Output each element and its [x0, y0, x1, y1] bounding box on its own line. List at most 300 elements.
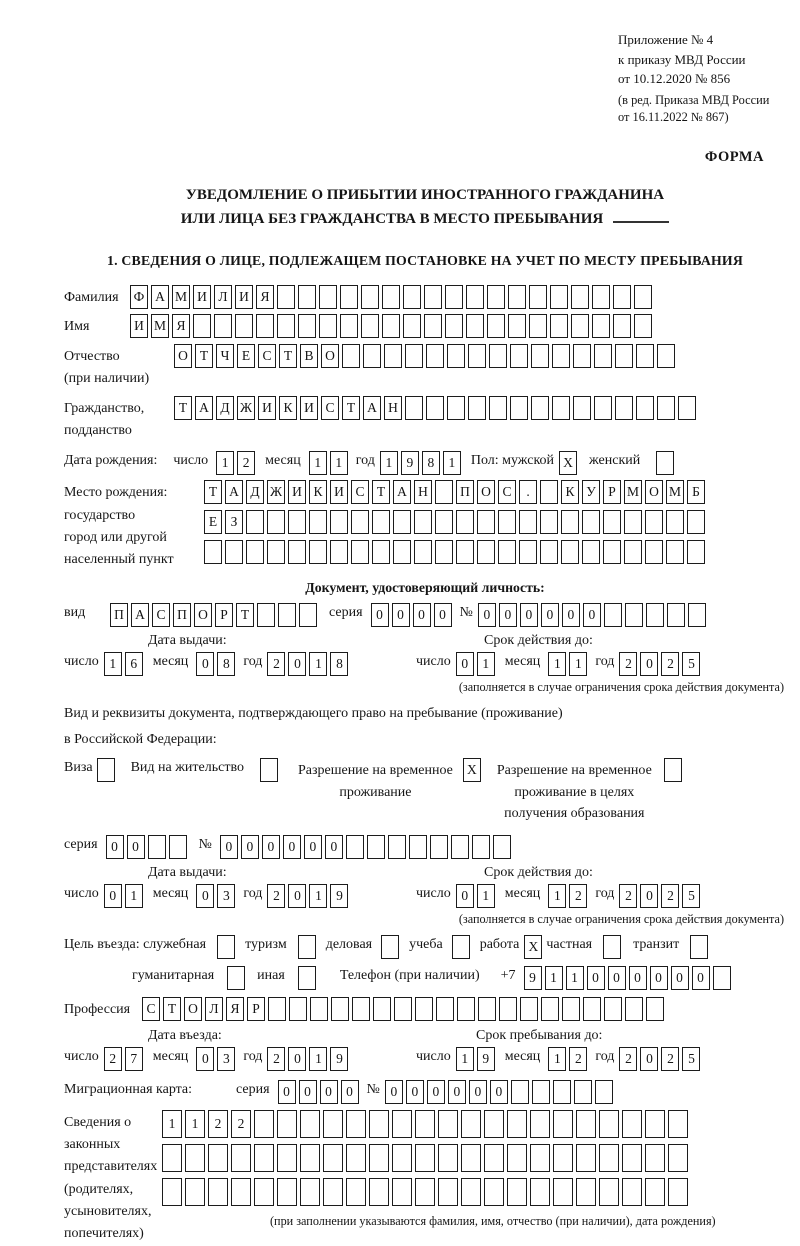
char-cell[interactable]: 0: [434, 603, 452, 627]
char-cell[interactable]: 1: [380, 451, 398, 475]
char-cell[interactable]: [330, 510, 348, 534]
char-cell[interactable]: [414, 540, 432, 564]
char-cell[interactable]: [592, 285, 610, 309]
char-cell[interactable]: [574, 1080, 592, 1104]
char-cell[interactable]: 2: [231, 1110, 251, 1138]
char-cell[interactable]: 1: [162, 1110, 182, 1138]
char-cell[interactable]: Д: [246, 480, 264, 504]
char-cell[interactable]: [162, 1144, 182, 1172]
char-cell[interactable]: [508, 314, 526, 338]
char-cell[interactable]: [319, 285, 337, 309]
char-cell[interactable]: [392, 1110, 412, 1138]
char-cell[interactable]: 3: [217, 884, 235, 908]
char-cell[interactable]: 1: [443, 451, 461, 475]
char-cell[interactable]: 1: [309, 884, 327, 908]
char-cell[interactable]: [278, 603, 296, 627]
char-cell[interactable]: [369, 1178, 389, 1206]
char-cell[interactable]: А: [151, 285, 169, 309]
char-cell[interactable]: [372, 540, 390, 564]
char-cell[interactable]: [394, 997, 412, 1021]
char-cell[interactable]: [298, 314, 316, 338]
char-cell[interactable]: [507, 1110, 527, 1138]
char-cell[interactable]: 0: [478, 603, 496, 627]
char-cell[interactable]: [300, 1110, 320, 1138]
char-cell[interactable]: [687, 510, 705, 534]
char-cell[interactable]: 0: [490, 1080, 508, 1104]
char-cell[interactable]: [300, 1178, 320, 1206]
char-cell[interactable]: [615, 396, 633, 420]
char-cell[interactable]: [430, 835, 448, 859]
purpose-business-checkbox[interactable]: [381, 935, 399, 959]
char-cell[interactable]: 0: [196, 1047, 214, 1071]
char-cell[interactable]: [576, 1110, 596, 1138]
char-cell[interactable]: [594, 344, 612, 368]
char-cell[interactable]: [595, 1080, 613, 1104]
char-cell[interactable]: У: [582, 480, 600, 504]
char-cell[interactable]: [668, 1110, 688, 1138]
char-cell[interactable]: Я: [226, 997, 244, 1021]
char-cell[interactable]: [489, 396, 507, 420]
char-cell[interactable]: 2: [267, 1047, 285, 1071]
purpose-other-checkbox[interactable]: [298, 966, 316, 990]
char-cell[interactable]: [204, 540, 222, 564]
char-cell[interactable]: [550, 314, 568, 338]
char-cell[interactable]: 0: [692, 966, 710, 990]
char-cell[interactable]: [436, 997, 454, 1021]
char-cell[interactable]: 9: [330, 884, 348, 908]
char-cell[interactable]: [553, 1144, 573, 1172]
char-cell[interactable]: [487, 314, 505, 338]
char-cell[interactable]: [645, 540, 663, 564]
char-cell[interactable]: 0: [629, 966, 647, 990]
char-cell[interactable]: О: [194, 603, 212, 627]
char-cell[interactable]: З: [225, 510, 243, 534]
char-cell[interactable]: [415, 1144, 435, 1172]
char-cell[interactable]: [489, 344, 507, 368]
edu-residence-permit-checkbox[interactable]: [664, 758, 682, 782]
char-cell[interactable]: [519, 540, 537, 564]
char-cell[interactable]: 9: [524, 966, 542, 990]
char-cell[interactable]: 5: [682, 1047, 700, 1071]
char-cell[interactable]: [576, 1178, 596, 1206]
char-cell[interactable]: 0: [406, 1080, 424, 1104]
char-cell[interactable]: Я: [256, 285, 274, 309]
char-cell[interactable]: 0: [288, 1047, 306, 1071]
char-cell[interactable]: [553, 1178, 573, 1206]
char-cell[interactable]: 0: [196, 884, 214, 908]
purpose-study-checkbox[interactable]: [452, 935, 470, 959]
char-cell[interactable]: В: [300, 344, 318, 368]
char-cell[interactable]: [309, 540, 327, 564]
char-cell[interactable]: [531, 344, 549, 368]
char-cell[interactable]: 0: [650, 966, 668, 990]
char-cell[interactable]: И: [130, 314, 148, 338]
char-cell[interactable]: [507, 1144, 527, 1172]
char-cell[interactable]: [363, 344, 381, 368]
char-cell[interactable]: О: [477, 480, 495, 504]
sex-male-checkbox[interactable]: X: [559, 451, 577, 475]
char-cell[interactable]: [447, 396, 465, 420]
char-cell[interactable]: [582, 510, 600, 534]
char-cell[interactable]: 0: [299, 1080, 317, 1104]
char-cell[interactable]: [622, 1144, 642, 1172]
char-cell[interactable]: [405, 344, 423, 368]
char-cell[interactable]: [214, 314, 232, 338]
char-cell[interactable]: [185, 1178, 205, 1206]
char-cell[interactable]: [636, 344, 654, 368]
char-cell[interactable]: [666, 540, 684, 564]
char-cell[interactable]: [540, 540, 558, 564]
char-cell[interactable]: М: [172, 285, 190, 309]
char-cell[interactable]: [484, 1110, 504, 1138]
char-cell[interactable]: 8: [330, 652, 348, 676]
char-cell[interactable]: 7: [125, 1047, 143, 1071]
char-cell[interactable]: [604, 997, 622, 1021]
char-cell[interactable]: [687, 540, 705, 564]
char-cell[interactable]: [392, 1144, 412, 1172]
char-cell[interactable]: [561, 510, 579, 534]
char-cell[interactable]: [185, 1144, 205, 1172]
char-cell[interactable]: [529, 285, 547, 309]
char-cell[interactable]: [435, 510, 453, 534]
char-cell[interactable]: 0: [448, 1080, 466, 1104]
char-cell[interactable]: 0: [106, 835, 124, 859]
char-cell[interactable]: 2: [619, 884, 637, 908]
char-cell[interactable]: 2: [661, 652, 679, 676]
char-cell[interactable]: [268, 997, 286, 1021]
char-cell[interactable]: [342, 344, 360, 368]
char-cell[interactable]: 0: [392, 603, 410, 627]
char-cell[interactable]: Т: [204, 480, 222, 504]
char-cell[interactable]: 1: [330, 451, 348, 475]
char-cell[interactable]: Л: [205, 997, 223, 1021]
char-cell[interactable]: М: [666, 480, 684, 504]
char-cell[interactable]: [571, 314, 589, 338]
char-cell[interactable]: И: [300, 396, 318, 420]
char-cell[interactable]: [169, 835, 187, 859]
char-cell[interactable]: [499, 997, 517, 1021]
char-cell[interactable]: 1: [185, 1110, 205, 1138]
char-cell[interactable]: [235, 314, 253, 338]
char-cell[interactable]: [625, 603, 643, 627]
char-cell[interactable]: [193, 314, 211, 338]
char-cell[interactable]: [668, 1144, 688, 1172]
char-cell[interactable]: 0: [469, 1080, 487, 1104]
char-cell[interactable]: 0: [608, 966, 626, 990]
char-cell[interactable]: [657, 344, 675, 368]
char-cell[interactable]: Т: [174, 396, 192, 420]
char-cell[interactable]: Н: [414, 480, 432, 504]
char-cell[interactable]: [561, 540, 579, 564]
char-cell[interactable]: [256, 314, 274, 338]
temp-residence-permit-checkbox[interactable]: X: [463, 758, 481, 782]
char-cell[interactable]: .: [519, 480, 537, 504]
char-cell[interactable]: С: [258, 344, 276, 368]
char-cell[interactable]: И: [193, 285, 211, 309]
char-cell[interactable]: [520, 997, 538, 1021]
char-cell[interactable]: [323, 1178, 343, 1206]
char-cell[interactable]: [583, 997, 601, 1021]
char-cell[interactable]: [634, 285, 652, 309]
char-cell[interactable]: 3: [217, 1047, 235, 1071]
char-cell[interactable]: 5: [682, 652, 700, 676]
char-cell[interactable]: [426, 396, 444, 420]
char-cell[interactable]: А: [363, 396, 381, 420]
char-cell[interactable]: [424, 314, 442, 338]
char-cell[interactable]: [634, 314, 652, 338]
char-cell[interactable]: [300, 1144, 320, 1172]
char-cell[interactable]: 0: [196, 652, 214, 676]
char-cell[interactable]: 0: [283, 835, 301, 859]
char-cell[interactable]: 2: [661, 884, 679, 908]
char-cell[interactable]: [461, 1178, 481, 1206]
char-cell[interactable]: 0: [288, 652, 306, 676]
char-cell[interactable]: 0: [456, 884, 474, 908]
char-cell[interactable]: [372, 510, 390, 534]
char-cell[interactable]: 1: [309, 652, 327, 676]
char-cell[interactable]: [493, 835, 511, 859]
char-cell[interactable]: 0: [341, 1080, 359, 1104]
char-cell[interactable]: А: [131, 603, 149, 627]
char-cell[interactable]: 1: [216, 451, 234, 475]
char-cell[interactable]: [367, 835, 385, 859]
char-cell[interactable]: [309, 510, 327, 534]
char-cell[interactable]: А: [225, 480, 243, 504]
char-cell[interactable]: [603, 510, 621, 534]
char-cell[interactable]: [267, 540, 285, 564]
char-cell[interactable]: [288, 540, 306, 564]
char-cell[interactable]: [553, 1080, 571, 1104]
char-cell[interactable]: 1: [477, 884, 495, 908]
char-cell[interactable]: [530, 1110, 550, 1138]
char-cell[interactable]: [688, 603, 706, 627]
visa-checkbox[interactable]: [97, 758, 115, 782]
char-cell[interactable]: [487, 285, 505, 309]
char-cell[interactable]: [498, 510, 516, 534]
char-cell[interactable]: [562, 997, 580, 1021]
char-cell[interactable]: [456, 510, 474, 534]
char-cell[interactable]: [622, 1110, 642, 1138]
char-cell[interactable]: [277, 1178, 297, 1206]
char-cell[interactable]: [438, 1144, 458, 1172]
char-cell[interactable]: [530, 1178, 550, 1206]
purpose-work-checkbox[interactable]: X: [524, 935, 542, 959]
char-cell[interactable]: П: [110, 603, 128, 627]
char-cell[interactable]: 9: [477, 1047, 495, 1071]
char-cell[interactable]: [615, 344, 633, 368]
char-cell[interactable]: С: [142, 997, 160, 1021]
char-cell[interactable]: [323, 1110, 343, 1138]
char-cell[interactable]: [346, 1144, 366, 1172]
char-cell[interactable]: [231, 1144, 251, 1172]
char-cell[interactable]: 0: [320, 1080, 338, 1104]
char-cell[interactable]: [426, 344, 444, 368]
char-cell[interactable]: 2: [569, 884, 587, 908]
char-cell[interactable]: 0: [671, 966, 689, 990]
char-cell[interactable]: П: [173, 603, 191, 627]
char-cell[interactable]: [208, 1178, 228, 1206]
char-cell[interactable]: 2: [237, 451, 255, 475]
char-cell[interactable]: [667, 603, 685, 627]
char-cell[interactable]: [346, 835, 364, 859]
char-cell[interactable]: [510, 396, 528, 420]
char-cell[interactable]: [519, 510, 537, 534]
char-cell[interactable]: 0: [587, 966, 605, 990]
char-cell[interactable]: Ж: [237, 396, 255, 420]
char-cell[interactable]: [393, 510, 411, 534]
char-cell[interactable]: [438, 1178, 458, 1206]
char-cell[interactable]: 0: [427, 1080, 445, 1104]
char-cell[interactable]: 1: [548, 884, 566, 908]
char-cell[interactable]: [668, 1178, 688, 1206]
char-cell[interactable]: 1: [309, 1047, 327, 1071]
char-cell[interactable]: 2: [267, 884, 285, 908]
char-cell[interactable]: [576, 1144, 596, 1172]
char-cell[interactable]: [636, 396, 654, 420]
char-cell[interactable]: [382, 314, 400, 338]
char-cell[interactable]: [351, 510, 369, 534]
char-cell[interactable]: 1: [548, 652, 566, 676]
char-cell[interactable]: [657, 396, 675, 420]
char-cell[interactable]: 1: [566, 966, 584, 990]
char-cell[interactable]: [625, 997, 643, 1021]
char-cell[interactable]: [666, 510, 684, 534]
char-cell[interactable]: 2: [569, 1047, 587, 1071]
char-cell[interactable]: 0: [325, 835, 343, 859]
char-cell[interactable]: 0: [278, 1080, 296, 1104]
char-cell[interactable]: [541, 997, 559, 1021]
sex-female-checkbox[interactable]: [656, 451, 674, 475]
char-cell[interactable]: [451, 835, 469, 859]
char-cell[interactable]: [277, 1110, 297, 1138]
char-cell[interactable]: [645, 510, 663, 534]
char-cell[interactable]: [508, 285, 526, 309]
char-cell[interactable]: [162, 1178, 182, 1206]
char-cell[interactable]: [498, 540, 516, 564]
char-cell[interactable]: [299, 603, 317, 627]
char-cell[interactable]: [310, 997, 328, 1021]
char-cell[interactable]: [461, 1110, 481, 1138]
char-cell[interactable]: О: [174, 344, 192, 368]
char-cell[interactable]: [552, 396, 570, 420]
char-cell[interactable]: 0: [499, 603, 517, 627]
char-cell[interactable]: Т: [372, 480, 390, 504]
char-cell[interactable]: [603, 540, 621, 564]
char-cell[interactable]: И: [330, 480, 348, 504]
char-cell[interactable]: [340, 314, 358, 338]
char-cell[interactable]: О: [321, 344, 339, 368]
char-cell[interactable]: Ф: [130, 285, 148, 309]
char-cell[interactable]: [646, 997, 664, 1021]
char-cell[interactable]: Т: [279, 344, 297, 368]
char-cell[interactable]: [573, 396, 591, 420]
char-cell[interactable]: Р: [215, 603, 233, 627]
char-cell[interactable]: К: [279, 396, 297, 420]
char-cell[interactable]: П: [456, 480, 474, 504]
char-cell[interactable]: [231, 1178, 251, 1206]
char-cell[interactable]: [289, 997, 307, 1021]
char-cell[interactable]: 1: [545, 966, 563, 990]
char-cell[interactable]: [393, 540, 411, 564]
char-cell[interactable]: К: [309, 480, 327, 504]
char-cell[interactable]: [254, 1110, 274, 1138]
char-cell[interactable]: Е: [237, 344, 255, 368]
char-cell[interactable]: [254, 1144, 274, 1172]
char-cell[interactable]: [553, 1110, 573, 1138]
char-cell[interactable]: [613, 285, 631, 309]
char-cell[interactable]: 0: [304, 835, 322, 859]
char-cell[interactable]: [257, 603, 275, 627]
char-cell[interactable]: [277, 314, 295, 338]
char-cell[interactable]: [599, 1144, 619, 1172]
char-cell[interactable]: [384, 344, 402, 368]
char-cell[interactable]: [477, 540, 495, 564]
char-cell[interactable]: [592, 314, 610, 338]
char-cell[interactable]: [624, 510, 642, 534]
char-cell[interactable]: [552, 344, 570, 368]
char-cell[interactable]: А: [393, 480, 411, 504]
char-cell[interactable]: [277, 1144, 297, 1172]
char-cell[interactable]: [331, 997, 349, 1021]
char-cell[interactable]: 0: [371, 603, 389, 627]
char-cell[interactable]: [484, 1144, 504, 1172]
char-cell[interactable]: 9: [401, 451, 419, 475]
char-cell[interactable]: [346, 1110, 366, 1138]
char-cell[interactable]: [445, 285, 463, 309]
char-cell[interactable]: [435, 540, 453, 564]
char-cell[interactable]: Л: [214, 285, 232, 309]
char-cell[interactable]: [468, 344, 486, 368]
char-cell[interactable]: [352, 997, 370, 1021]
char-cell[interactable]: Ж: [267, 480, 285, 504]
char-cell[interactable]: 2: [661, 1047, 679, 1071]
char-cell[interactable]: 2: [619, 1047, 637, 1071]
char-cell[interactable]: 0: [104, 884, 122, 908]
char-cell[interactable]: С: [498, 480, 516, 504]
char-cell[interactable]: 0: [520, 603, 538, 627]
char-cell[interactable]: 1: [125, 884, 143, 908]
char-cell[interactable]: 0: [127, 835, 145, 859]
char-cell[interactable]: 1: [548, 1047, 566, 1071]
char-cell[interactable]: [403, 314, 421, 338]
char-cell[interactable]: [361, 314, 379, 338]
char-cell[interactable]: [540, 480, 558, 504]
char-cell[interactable]: [369, 1144, 389, 1172]
char-cell[interactable]: [645, 1144, 665, 1172]
char-cell[interactable]: 5: [682, 884, 700, 908]
char-cell[interactable]: [529, 314, 547, 338]
char-cell[interactable]: [392, 1178, 412, 1206]
char-cell[interactable]: 0: [541, 603, 559, 627]
char-cell[interactable]: [254, 1178, 274, 1206]
char-cell[interactable]: [599, 1178, 619, 1206]
char-cell[interactable]: [594, 396, 612, 420]
char-cell[interactable]: 1: [104, 652, 122, 676]
char-cell[interactable]: 1: [477, 652, 495, 676]
char-cell[interactable]: О: [184, 997, 202, 1021]
char-cell[interactable]: [445, 314, 463, 338]
char-cell[interactable]: [267, 510, 285, 534]
char-cell[interactable]: Н: [384, 396, 402, 420]
char-cell[interactable]: И: [235, 285, 253, 309]
char-cell[interactable]: 0: [288, 884, 306, 908]
char-cell[interactable]: [277, 285, 295, 309]
char-cell[interactable]: [330, 540, 348, 564]
char-cell[interactable]: 0: [241, 835, 259, 859]
char-cell[interactable]: [323, 1144, 343, 1172]
char-cell[interactable]: [461, 1144, 481, 1172]
char-cell[interactable]: [472, 835, 490, 859]
